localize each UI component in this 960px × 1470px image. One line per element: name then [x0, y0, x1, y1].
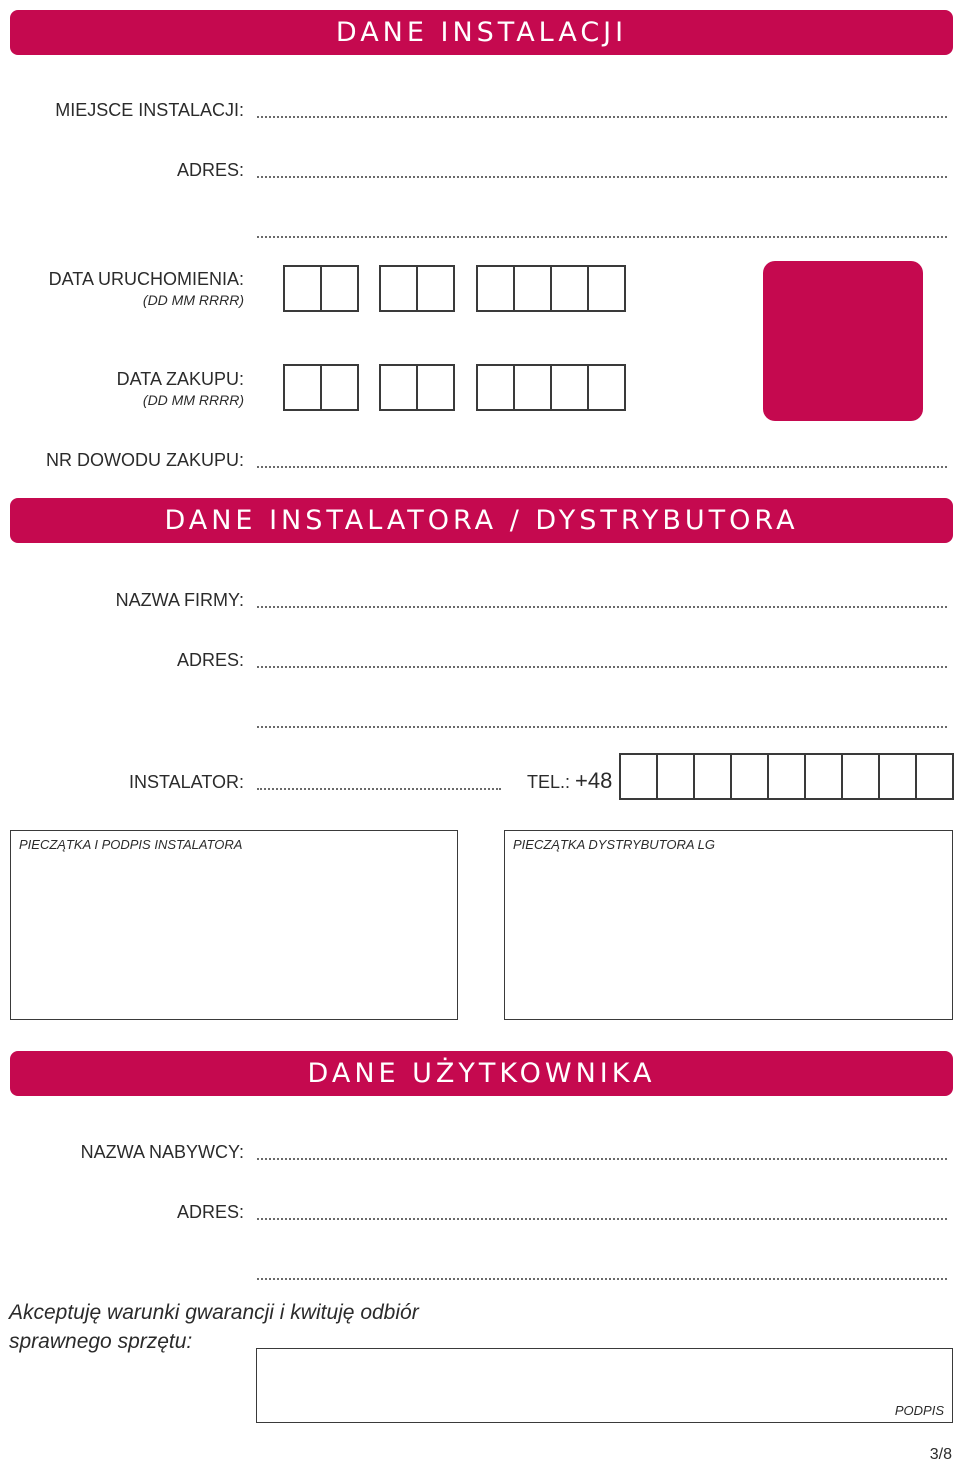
digit-box[interactable]: [656, 753, 695, 800]
phone-digit-boxes[interactable]: [619, 753, 954, 800]
user-address-field-line2[interactable]: [257, 1278, 947, 1280]
page-number: 3/8: [929, 1446, 952, 1463]
section-title: DANE INSTALACJI: [335, 17, 628, 48]
section-header-installation: [10, 10, 953, 55]
section-title: DANE INSTALATORA / DYSTRYBUTORA: [164, 505, 799, 536]
distributor-stamp-box[interactable]: [504, 830, 953, 1020]
digit-box[interactable]: [476, 364, 515, 411]
installer-address-field-line2[interactable]: [257, 726, 947, 728]
digit-box[interactable]: [283, 265, 322, 312]
company-name-field[interactable]: [257, 606, 947, 608]
digit-box[interactable]: [550, 265, 589, 312]
receipt-number-field[interactable]: [257, 466, 947, 468]
digit-box[interactable]: [693, 753, 732, 800]
section-header-installer: [10, 498, 953, 543]
distributor-stamp-caption: PIECZĄTKA DYSTRYBUTORA LG: [513, 837, 716, 852]
installation-address-field-line2[interactable]: [257, 236, 947, 238]
installation-place-label: MIEJSCE INSTALACJI:: [55, 100, 244, 120]
start-date-year-boxes[interactable]: [476, 265, 626, 312]
digit-box[interactable]: [379, 265, 418, 312]
start-date-format: (DD MM RRRR): [142, 292, 244, 308]
installer-address-label: ADRES:: [176, 650, 244, 670]
digit-box[interactable]: [320, 364, 359, 411]
phone-prefix: +48: [575, 768, 613, 793]
installer-address-field[interactable]: [257, 666, 947, 668]
digit-box[interactable]: [379, 364, 418, 411]
installer-name-label: INSTALATOR:: [128, 772, 244, 792]
digit-box[interactable]: [878, 753, 917, 800]
digit-box[interactable]: [767, 753, 806, 800]
receipt-number-label: NR DOWODU ZAKUPU:: [46, 450, 244, 470]
signature-box[interactable]: [256, 1348, 953, 1423]
digit-box[interactable]: [619, 753, 658, 800]
section-header-user: [10, 1051, 953, 1096]
digit-box[interactable]: [550, 364, 589, 411]
digit-box[interactable]: [587, 364, 626, 411]
user-address-label: ADRES:: [176, 1202, 244, 1222]
installation-place-field[interactable]: [257, 116, 947, 118]
purchase-date-format: (DD MM RRRR): [142, 392, 244, 408]
start-date-month-boxes[interactable]: [379, 265, 455, 312]
company-name-label: NAZWA FIRMY:: [115, 590, 244, 610]
buyer-name-field[interactable]: [257, 1158, 947, 1160]
digit-box[interactable]: [476, 265, 515, 312]
purchase-date-month-boxes[interactable]: [379, 364, 455, 411]
user-address-field[interactable]: [257, 1218, 947, 1220]
buyer-name-label: NAZWA NABYWCY:: [80, 1142, 244, 1162]
digit-box[interactable]: [416, 364, 455, 411]
purchase-date-year-boxes[interactable]: [476, 364, 626, 411]
digit-box[interactable]: [416, 265, 455, 312]
digit-box[interactable]: [841, 753, 880, 800]
start-date-day-boxes[interactable]: [283, 265, 359, 312]
digit-box[interactable]: [587, 265, 626, 312]
digit-box[interactable]: [915, 753, 954, 800]
accent-color-box: [763, 261, 923, 421]
acceptance-statement: Akceptuję warunki gwarancji i kwituję odbiór sprawnego sprzętu:: [9, 1301, 419, 1353]
signature-caption: PODPIS: [894, 1403, 944, 1418]
digit-box[interactable]: [283, 364, 322, 411]
digit-box[interactable]: [513, 265, 552, 312]
installation-address-field[interactable]: [257, 176, 947, 178]
phone-label-group: [527, 768, 612, 794]
digit-box[interactable]: [513, 364, 552, 411]
installer-name-field[interactable]: [257, 788, 501, 790]
purchase-date-label: DATA ZAKUPU:: [116, 369, 244, 389]
section-title: DANE UŻYTKOWNIKA: [307, 1058, 656, 1089]
purchase-date-day-boxes[interactable]: [283, 364, 359, 411]
digit-box[interactable]: [804, 753, 843, 800]
installer-stamp-box[interactable]: [10, 830, 458, 1020]
digit-box[interactable]: [320, 265, 359, 312]
installation-address-label: ADRES:: [176, 160, 244, 180]
start-date-label: DATA URUCHOMIENIA:: [48, 269, 244, 289]
digit-box[interactable]: [730, 753, 769, 800]
phone-label: TEL.:: [527, 772, 571, 792]
installer-stamp-caption: PIECZĄTKA I PODPIS INSTALATORA: [19, 837, 243, 852]
